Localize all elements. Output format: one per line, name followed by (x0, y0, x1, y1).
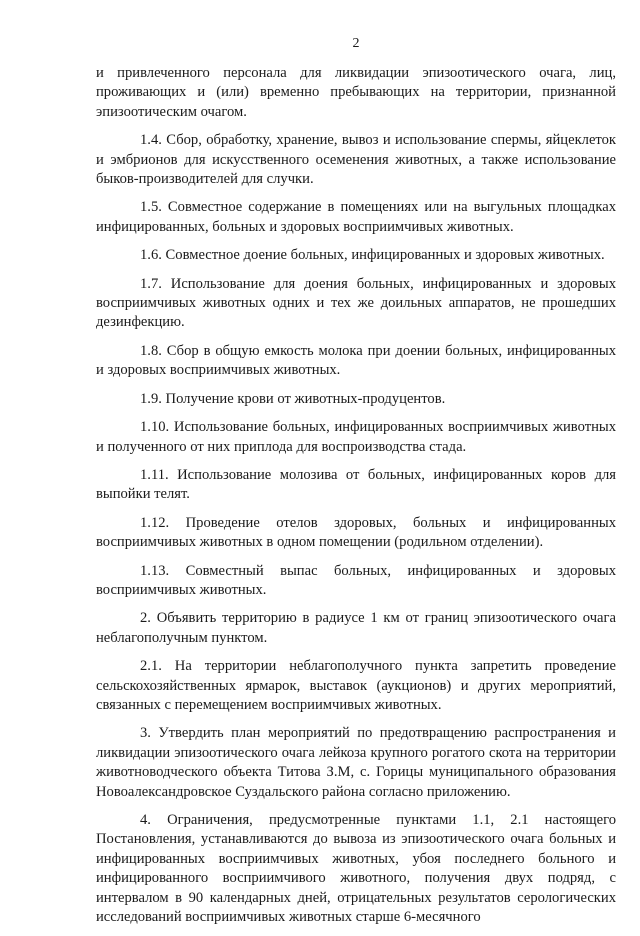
paragraph-1-4: 1.4. Сбор, обработку, хранение, вывоз и использование спермы, яйцеклеток и эмбрионов для искусственного осеменения животных, а также использование быков-производителей для случки. (96, 132, 616, 188)
paragraph-1-12: 1.12. Проведение отелов здоровых, больных и инфицированных восприимчивых животных в одном помещении (родильном отделении). (96, 514, 616, 551)
paragraph-4: 4. Ограничения, предусмотренные пунктами 1.1, 2.1 настоящего Постановления, устанавливаются до вывоза из эпизоотического очага больных и инфицированных восприимчивых животных, убоя последнего больного и инфицированного восприимчивого животного, получения двух подряд, с интервалом в 90 календарных дней, отрицательных результатов серологических исследований восприимчивых животных старше 6-месячного (96, 812, 616, 926)
paragraph-1-10: 1.10. Использование больных, инфицированных восприимчивых животных и полученного от них приплода для воспроизводства стада. (96, 419, 616, 455)
paragraph-2: 2. Объявить территорию в радиусе 1 км от границ эпизоотического очага неблагополучным пунктом. (96, 610, 616, 646)
paragraph-2-1: 2.1. На территории неблагополучного пункта запретить проведение сельскохозяйственных ярмарок, выставок (аукционов) и других мероприятий, связанных с перемещением восприимчивых животных. (96, 658, 616, 713)
paragraph-1-6: 1.6. Совместное доение больных, инфицированных и здоровых животных. (140, 247, 605, 264)
paragraph-1-7: 1.7. Использование для доения больных, инфицированных и здоровых восприимчивых животных одних и тех же доильных аппаратов, не прошедших дезинфекцию. (96, 275, 616, 331)
paragraph-1-9: 1.9. Получение крови от животных-продуцентов. (140, 390, 446, 407)
page-number: 2 (352, 36, 360, 51)
paragraph-3: 3. Утвердить план мероприятий по предотвращению распространения и ликвидации эпизоотического очага лейкоза крупного рогатого скота на территории животноводческого объекта Титова З.М, с. Горицы муниципального образования Новоалександровское Суздальского района согласно приложению. (96, 725, 616, 800)
paragraph-continuation: и привлеченного персонала для ликвидации эпизоотического очага, лиц, проживающих и (или) временно пребывающих на территории, признанной эпизоотическим очагом. (96, 65, 616, 120)
paragraph-1-8: 1.8. Сбор в общую емкость молока при доении больных, инфицированных и здоровых восприимчивых животных. (96, 342, 616, 379)
paragraph-1-13: 1.13. Совместный выпас больных, инфицированных и здоровых восприимчивых животных. (96, 562, 616, 598)
document-page (96, 36, 616, 936)
paragraph-1-5: 1.5. Совместное содержание в помещениях или на выгульных площадках инфицированных, больных и здоровых восприимчивых животных. (96, 199, 616, 235)
paragraph-1-11: 1.11. Использование молозива от больных, инфицированных коров для выпойки телят. (96, 466, 616, 503)
